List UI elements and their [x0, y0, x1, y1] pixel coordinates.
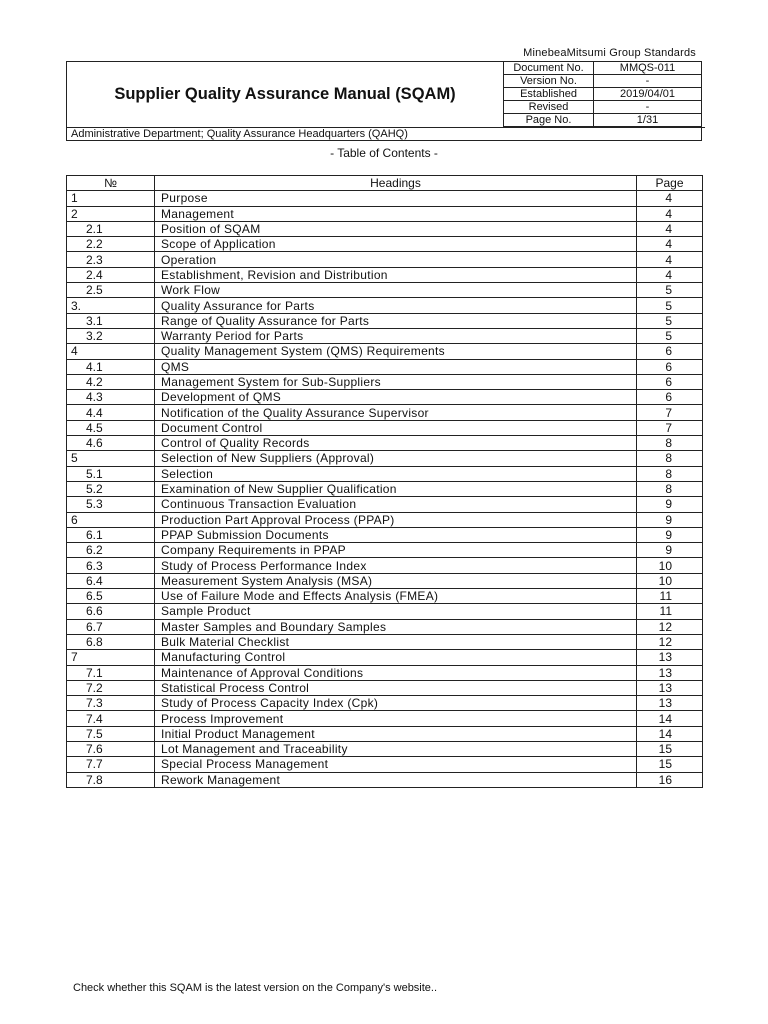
toc-col-page: Page: [637, 176, 703, 191]
toc-heading: Continuous Transaction Evaluation: [155, 497, 637, 512]
toc-number: 6.2: [67, 543, 155, 558]
department-label: Administrative Department; Quality Assurance Headquarters (QAHQ): [67, 127, 705, 141]
toc-row: [67, 604, 703, 619]
toc-page: 7: [637, 405, 703, 420]
toc-number: 6.4: [67, 573, 155, 588]
meta-row: [504, 101, 702, 114]
toc-row: [67, 390, 703, 405]
toc-page: 13: [637, 650, 703, 665]
meta-label: Page No.: [504, 114, 594, 127]
toc-page: 12: [637, 619, 703, 634]
toc-page: 9: [637, 527, 703, 542]
toc-page: 6: [637, 344, 703, 359]
toc-row: [67, 420, 703, 435]
toc-number: 2.4: [67, 267, 155, 282]
toc-page: 4: [637, 206, 703, 221]
toc-page: 13: [637, 680, 703, 695]
toc-row: [67, 665, 703, 680]
toc-row: [67, 527, 703, 542]
toc-number: 5.2: [67, 481, 155, 496]
toc-number: 7.7: [67, 757, 155, 772]
toc-page: 4: [637, 191, 703, 206]
toc-row: [67, 313, 703, 328]
toc-page: 5: [637, 298, 703, 313]
toc-heading: Work Flow: [155, 283, 637, 298]
toc-heading: Company Requirements in PPAP: [155, 543, 637, 558]
toc-number: 6: [67, 512, 155, 527]
toc-page: 10: [637, 573, 703, 588]
toc-page: 13: [637, 696, 703, 711]
toc-row: [67, 328, 703, 343]
toc-page: 8: [637, 436, 703, 451]
toc-number: 1: [67, 191, 155, 206]
toc-page: 15: [637, 741, 703, 756]
toc-page: 6: [637, 359, 703, 374]
toc-heading: Management System for Sub-Suppliers: [155, 374, 637, 389]
toc-heading: Statistical Process Control: [155, 680, 637, 695]
toc-page: 14: [637, 711, 703, 726]
toc-heading: Operation: [155, 252, 637, 267]
toc-heading: Manufacturing Control: [155, 650, 637, 665]
toc-page: 5: [637, 283, 703, 298]
meta-label: Document No.: [504, 62, 594, 75]
toc-row: [67, 237, 703, 252]
toc-heading: Scope of Application: [155, 237, 637, 252]
toc-page: 5: [637, 313, 703, 328]
meta-label: Established: [504, 88, 594, 101]
toc-number: 7.1: [67, 665, 155, 680]
toc-row: [67, 344, 703, 359]
toc-number: 7.3: [67, 696, 155, 711]
toc-number: 4.5: [67, 420, 155, 435]
toc-number: 2.2: [67, 237, 155, 252]
toc-row: [67, 374, 703, 389]
toc-page: 13: [637, 665, 703, 680]
toc-heading: Establishment, Revision and Distribution: [155, 267, 637, 282]
toc-heading: Control of Quality Records: [155, 436, 637, 451]
toc-number: 4.4: [67, 405, 155, 420]
toc-heading: Position of SQAM: [155, 221, 637, 236]
toc-heading: Purpose: [155, 191, 637, 206]
toc-heading: Quality Assurance for Parts: [155, 298, 637, 313]
group-standards-label: MinebeaMitsumi Group Standards: [523, 47, 696, 59]
toc-row: [67, 436, 703, 451]
toc-number: 6.1: [67, 527, 155, 542]
toc-number: 3.: [67, 298, 155, 313]
toc-number: 4: [67, 344, 155, 359]
toc-number: 2.5: [67, 283, 155, 298]
toc-heading: Initial Product Management: [155, 726, 637, 741]
toc-number: 4.3: [67, 390, 155, 405]
toc-heading: Study of Process Capacity Index (Cpk): [155, 696, 637, 711]
toc-heading: Examination of New Supplier Qualification: [155, 481, 637, 496]
toc-heading: Bulk Material Checklist: [155, 634, 637, 649]
toc-row: [67, 650, 703, 665]
toc-row: [67, 497, 703, 512]
toc-number: 6.8: [67, 634, 155, 649]
toc-row: [67, 267, 703, 282]
toc-page: 8: [637, 481, 703, 496]
toc-page: 8: [637, 451, 703, 466]
toc-page: 9: [637, 512, 703, 527]
toc-heading: Use of Failure Mode and Effects Analysis (FMEA): [155, 589, 637, 604]
toc-page: 5: [637, 328, 703, 343]
meta-value: MMQS-011: [594, 62, 702, 75]
toc-heading: Warranty Period for Parts: [155, 328, 637, 343]
toc-row: [67, 589, 703, 604]
toc-row: [67, 619, 703, 634]
toc-row: [67, 451, 703, 466]
toc-heading: Production Part Approval Process (PPAP): [155, 512, 637, 527]
toc-row: [67, 772, 703, 787]
toc-page: 11: [637, 604, 703, 619]
document-meta-table: [503, 62, 701, 127]
meta-value: 1/31: [594, 114, 702, 127]
toc-row: [67, 466, 703, 481]
toc-number: 2: [67, 206, 155, 221]
toc-row: [67, 711, 703, 726]
toc-number: 7.5: [67, 726, 155, 741]
toc-row: [67, 543, 703, 558]
meta-row: [504, 75, 702, 88]
toc-number: 7.2: [67, 680, 155, 695]
toc-row: [67, 573, 703, 588]
toc-row: [67, 726, 703, 741]
toc-number: 6.7: [67, 619, 155, 634]
toc-row: [67, 359, 703, 374]
toc-page: 8: [637, 466, 703, 481]
toc-heading: Selection of New Suppliers (Approval): [155, 451, 637, 466]
meta-row: [504, 114, 702, 127]
toc-row: [67, 252, 703, 267]
toc-row: [67, 221, 703, 236]
toc-heading: Study of Process Performance Index: [155, 558, 637, 573]
toc-row: [67, 512, 703, 527]
toc-row: [67, 283, 703, 298]
toc-page: 10: [637, 558, 703, 573]
document-title: Supplier Quality Assurance Manual (SQAM): [114, 85, 456, 103]
toc-number: 3.1: [67, 313, 155, 328]
toc-heading: Process Improvement: [155, 711, 637, 726]
toc-header-row: [67, 176, 703, 191]
toc-row: [67, 634, 703, 649]
toc-page: 16: [637, 772, 703, 787]
toc-page: 9: [637, 497, 703, 512]
meta-value: 2019/04/01: [594, 88, 702, 101]
toc-number: 7.4: [67, 711, 155, 726]
meta-value: -: [594, 75, 702, 88]
toc-page: 14: [637, 726, 703, 741]
toc-row: [67, 405, 703, 420]
toc-number: 3.2: [67, 328, 155, 343]
toc-number: 4.1: [67, 359, 155, 374]
meta-label: Revised: [504, 101, 594, 114]
toc-page: 4: [637, 237, 703, 252]
toc-page: 9: [637, 543, 703, 558]
toc-page: 7: [637, 420, 703, 435]
toc-number: 5: [67, 451, 155, 466]
toc-row: [67, 191, 703, 206]
toc-row: [67, 298, 703, 313]
meta-row: [504, 88, 702, 101]
toc-row: [67, 757, 703, 772]
toc-number: 6.5: [67, 589, 155, 604]
toc-number: 7.8: [67, 772, 155, 787]
toc-row: [67, 558, 703, 573]
toc-col-headings: Headings: [155, 176, 637, 191]
toc-number: 2.1: [67, 221, 155, 236]
toc-row: [67, 680, 703, 695]
toc-heading: Measurement System Analysis (MSA): [155, 573, 637, 588]
toc-page: 12: [637, 634, 703, 649]
toc-row: [67, 741, 703, 756]
document-header: [66, 61, 702, 141]
toc-heading: Development of QMS: [155, 390, 637, 405]
toc-number: 6.6: [67, 604, 155, 619]
toc-heading: Quality Management System (QMS) Requirements: [155, 344, 637, 359]
toc-page: 4: [637, 252, 703, 267]
toc-page: 6: [637, 390, 703, 405]
toc-heading: PPAP Submission Documents: [155, 527, 637, 542]
toc-number: 4.6: [67, 436, 155, 451]
toc-page: 15: [637, 757, 703, 772]
meta-value: -: [594, 101, 702, 114]
toc-page: 6: [637, 374, 703, 389]
toc-heading: Sample Product: [155, 604, 637, 619]
toc-heading: Rework Management: [155, 772, 637, 787]
toc-number: 5.1: [67, 466, 155, 481]
toc-heading: Master Samples and Boundary Samples: [155, 619, 637, 634]
meta-label: Version No.: [504, 75, 594, 88]
toc-page: 4: [637, 221, 703, 236]
toc-heading: Document Control: [155, 420, 637, 435]
meta-row: [504, 62, 702, 75]
toc-col-number: №: [67, 176, 155, 191]
toc-page: 4: [637, 267, 703, 282]
toc-number: 2.3: [67, 252, 155, 267]
footer-note: Check whether this SQAM is the latest version on the Company's website..: [73, 982, 438, 994]
toc-heading: Selection: [155, 466, 637, 481]
toc-page: 11: [637, 589, 703, 604]
toc-heading: Range of Quality Assurance for Parts: [155, 313, 637, 328]
toc-number: 5.3: [67, 497, 155, 512]
toc-table: [66, 175, 703, 788]
toc-heading: QMS: [155, 359, 637, 374]
toc-row: [67, 206, 703, 221]
toc-row: [67, 481, 703, 496]
toc-heading: Maintenance of Approval Conditions: [155, 665, 637, 680]
toc-heading: Special Process Management: [155, 757, 637, 772]
toc-number: 7.6: [67, 741, 155, 756]
toc-number: 4.2: [67, 374, 155, 389]
toc-title: - Table of Contents -: [330, 146, 438, 160]
toc-heading: Notification of the Quality Assurance Supervisor: [155, 405, 637, 420]
toc-number: 6.3: [67, 558, 155, 573]
toc-heading: Management: [155, 206, 637, 221]
toc-number: 7: [67, 650, 155, 665]
toc-heading: Lot Management and Traceability: [155, 741, 637, 756]
toc-row: [67, 696, 703, 711]
